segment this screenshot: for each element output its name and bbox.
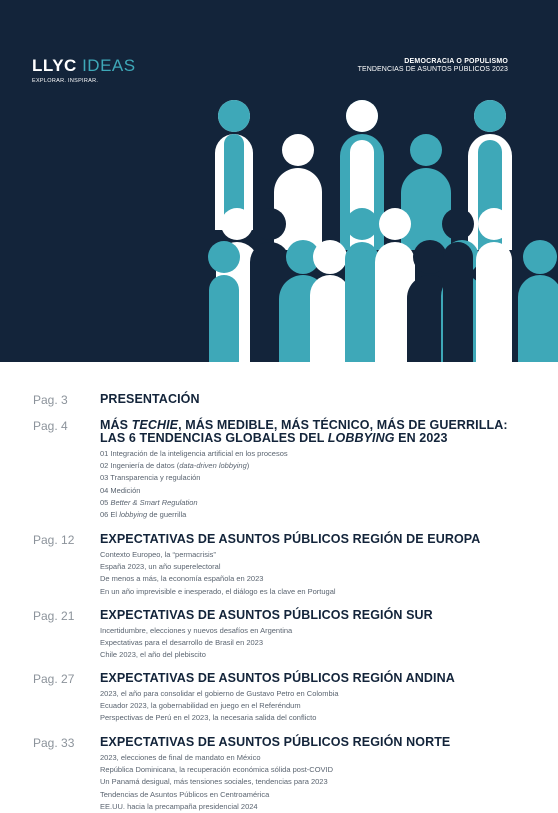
toc-subitem[interactable]: España 2023, un año superelectoral	[100, 562, 221, 572]
toc-subitem[interactable]: Chile 2023, el año del plebiscito	[100, 650, 206, 660]
toc-subitem[interactable]: 04 Medición	[100, 485, 141, 495]
toc-subitems	[100, 688, 520, 725]
person-figure	[476, 208, 512, 362]
toc-subitem[interactable]: En un año imprevisible e inesperado, el diálogo es la clave en Portugal	[100, 586, 336, 596]
toc-subitems	[100, 625, 520, 662]
report-title: DEMOCRACIA O POPULISMO	[404, 58, 508, 65]
toc-subitem[interactable]: Incertidumbre, elecciones y nuevos desafíos en Argentina	[100, 626, 293, 635]
toc-page-number: Pag. 12	[33, 533, 75, 547]
toc-page-number: Pag. 27	[33, 672, 75, 686]
report-subtitle: TENDENCIAS DE ASUNTOS PÚBLICOS 2023	[357, 66, 508, 73]
toc-subitem[interactable]: Tendencias de Asuntos Públicos en Centroamérica	[100, 789, 270, 799]
person-figure	[208, 241, 240, 362]
toc-subitem[interactable]: Expectativas para el desarrollo de Brasil en 2023	[100, 638, 264, 648]
toc-subitem[interactable]: 2023, elecciones de final de mandato en México	[100, 753, 261, 762]
person-figure	[345, 208, 379, 362]
table-of-contents	[0, 362, 558, 813]
toc-subitem[interactable]: 02 Ingeniería de datos (data-driven lobbying)	[100, 461, 250, 471]
toc-subitems	[100, 549, 520, 598]
toc-subitems	[100, 448, 520, 521]
toc-page-number: Pag. 21	[33, 609, 75, 623]
brand-primary: LLYC	[32, 56, 77, 75]
toc-subitem[interactable]: Perspectivas de Perú en el 2023, la necesaria salida del conflicto	[100, 713, 317, 723]
toc-subitem[interactable]: 06 El lobbying de guerrilla	[100, 510, 187, 520]
toc-section-title: PRESENTACIÓN	[100, 392, 200, 406]
toc-subitem[interactable]: EE.UU. hacia la precampaña presidencial 2024	[100, 801, 258, 811]
brand-secondary: IDEAS	[82, 56, 136, 75]
toc-subitem[interactable]: 05 Better & Smart Regulation	[100, 497, 198, 507]
toc-subitem[interactable]: 2023, el año para consolidar el gobierno de Gustavo Petro en Colombia	[100, 689, 339, 698]
brand-logo	[32, 56, 136, 84]
brand-name	[32, 56, 136, 76]
toc-page-number: Pag. 4	[33, 419, 68, 433]
person-figure	[442, 208, 474, 362]
toc-subitem[interactable]: De menos a más, la economía española en 2023	[100, 574, 264, 584]
toc-subitem[interactable]: Un Panamá desigual, más tensiones sociales, tendencias para 2023	[100, 777, 328, 787]
toc-subitem[interactable]: 01 Integración de la inteligencia artificial en los procesos	[100, 449, 288, 458]
report-heading	[358, 58, 508, 73]
toc-subitem[interactable]: 03 Transparencia y regulación	[100, 473, 201, 483]
toc-section-title: EXPECTATIVAS DE ASUNTOS PÚBLICOS REGIÓN SUR	[100, 608, 433, 622]
toc-section-title: EXPECTATIVAS DE ASUNTOS PÚBLICOS REGIÓN NORTE	[100, 735, 451, 749]
toc-page-number: Pag. 33	[33, 736, 75, 750]
toc-subitem[interactable]: República Dominicana, la recuperación económica sólida post-COVID	[100, 765, 334, 775]
toc-section-title: EXPECTATIVAS DE ASUNTOS PÚBLICOS REGIÓN DE EUROPA	[100, 532, 481, 546]
toc-page-number: Pag. 3	[33, 393, 68, 407]
brand-tagline: EXPLORAR. INSPIRAR.	[32, 78, 99, 84]
toc-subitems	[100, 752, 520, 813]
toc-section-title: MÁS TECHIE, MÁS MEDIBLE, MÁS TÉCNICO, MÁS DE GUERRILLA: LAS 6 TENDENCIAS GLOBALES DEL LOBBYING EN 2023	[100, 418, 508, 445]
people-illustration	[0, 0, 558, 362]
toc-subitem[interactable]: Contexto Europeo, la “permacrisis”	[100, 550, 216, 559]
cover-header	[0, 0, 558, 362]
person-figure	[310, 240, 350, 362]
toc-subitem[interactable]: Ecuador 2023, la gobernabilidad en juego en el Referéndum	[100, 701, 301, 711]
person-figure	[401, 134, 451, 250]
toc-section-title: EXPECTATIVAS DE ASUNTOS PÚBLICOS REGIÓN ANDINA	[100, 671, 455, 685]
person-figure	[518, 240, 558, 362]
